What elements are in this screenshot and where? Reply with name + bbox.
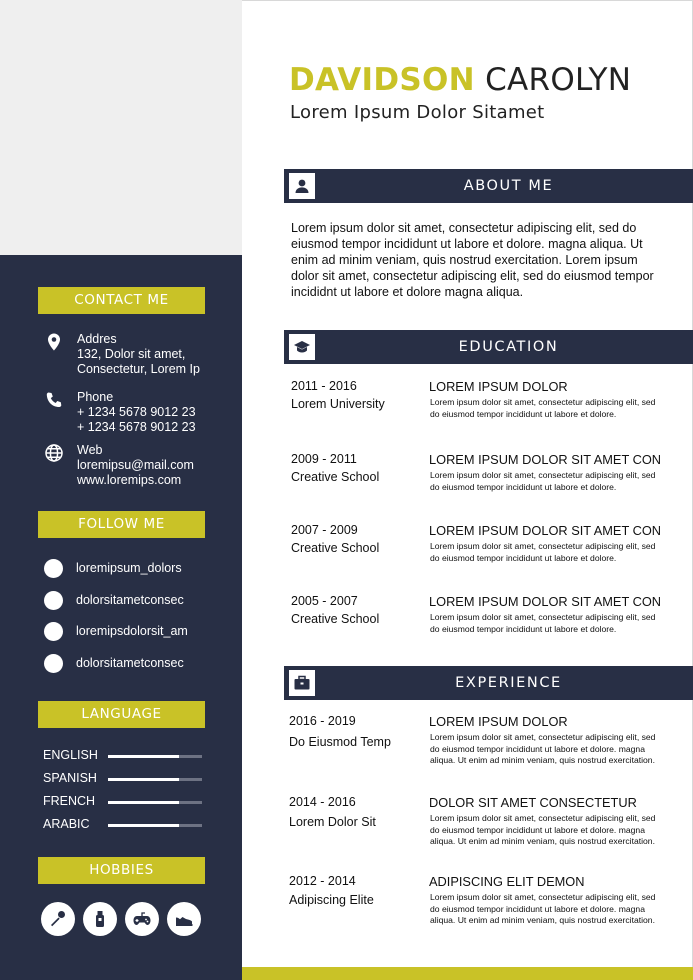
social-handle: loremipsdolorsit_am — [76, 624, 188, 638]
contact-line: + 1234 5678 9012 23 — [77, 420, 196, 434]
social-handle: loremipsum_dolors — [76, 561, 182, 575]
entry-description: Lorem ipsum dolor sit amet, consectetur adipiscing elit, sed do eiusmod tempor incididunt ut labore et dolore. — [430, 541, 656, 563]
social-dot-icon — [44, 654, 63, 673]
experience-title: EXPERIENCE — [455, 675, 562, 691]
about-title: ABOUT ME — [463, 178, 554, 194]
language-item — [0, 771, 242, 787]
entry-title: LOREM IPSUM DOLOR SIT AMET CON — [429, 452, 662, 467]
entry-years: 2009 - 2011 — [291, 452, 357, 466]
social-dot-icon — [44, 622, 63, 641]
sidebar-top-panel — [0, 0, 242, 255]
phone-icon — [44, 390, 64, 410]
language-name: SPANISH — [43, 771, 97, 785]
contact-line: 132, Dolor sit amet, — [77, 347, 186, 361]
sneaker-icon — [167, 902, 201, 936]
entry-org: Lorem Dolor Sit — [289, 815, 376, 829]
experience-heading — [284, 666, 693, 700]
social-dot-icon — [44, 559, 63, 578]
language-name: ENGLISH — [43, 748, 98, 762]
resume-subtitle: Lorem Ipsum Dolor Sitamet — [290, 102, 545, 123]
social-handle: dolorsitametconsec — [76, 656, 184, 670]
entry-org: Creative School — [291, 470, 380, 484]
email-link[interactable]: loremipsu@mail.com — [77, 458, 194, 472]
language-item — [0, 817, 242, 833]
last-name: CAROLYN — [485, 62, 632, 98]
entry-years: 2007 - 2009 — [291, 523, 358, 537]
map-pin-icon — [44, 332, 64, 352]
entry-org: Do Eiusmod Temp — [289, 735, 391, 749]
briefcase-icon — [289, 670, 315, 696]
entry-org: Creative School — [291, 541, 380, 555]
language-level-fill — [108, 755, 179, 758]
entry-org: Adipiscing Elite — [289, 893, 374, 907]
about-text: Lorem ipsum dolor sit amet, consectetur adipiscing elit, sed do eiusmod tempor incididunt ut labore et dolore. magna aliqua. Ut enim ad minim veniam, quis nostrud exercitation. Lorem ipsum dolor sit amet, consectetur adipiscing elit, sed do eiusmod tempor incididnt ut labore et dolore magna aliqua. — [291, 221, 654, 299]
entry-title: LOREM IPSUM DOLOR — [429, 714, 568, 729]
bottom-accent-bar — [242, 967, 693, 980]
entry-org: Creative School — [291, 612, 380, 626]
language-level-bar — [108, 801, 202, 804]
social-item[interactable] — [0, 654, 242, 674]
hobbies-heading: HOBBIES — [38, 857, 205, 884]
entry-years: 2005 - 2007 — [291, 594, 358, 608]
language-level-fill — [108, 824, 179, 827]
about-heading — [284, 169, 693, 203]
social-item[interactable] — [0, 622, 242, 642]
language-level-fill — [108, 778, 179, 781]
entry-title: ADIPISCING ELIT DEMON — [429, 874, 585, 889]
globe-icon — [44, 443, 64, 463]
contact-heading: CONTACT ME — [38, 287, 205, 314]
contact-label: Addres — [77, 332, 117, 346]
language-heading: LANGUAGE — [38, 701, 205, 728]
education-title: EDUCATION — [458, 339, 559, 355]
language-item — [0, 794, 242, 810]
language-level-fill — [108, 801, 179, 804]
social-item[interactable] — [0, 559, 242, 579]
user-icon — [289, 173, 315, 199]
contact-line: Consectetur, Lorem Ip — [77, 362, 200, 376]
language-level-bar — [108, 778, 202, 781]
microphone-icon — [41, 902, 75, 936]
entry-years: 2012 - 2014 — [289, 874, 356, 888]
language-level-bar — [108, 755, 202, 758]
entry-title: DOLOR SIT AMET CONSECTETUR — [429, 795, 637, 810]
entry-description: Lorem ipsum dolor sit amet, consectetur adipiscing elit, sed do eiusmod tempor incididunt ut labore et dolore. magna aliqua. Ut enim ad minim veniam, quis nostrud exercitation. — [430, 892, 656, 925]
resume-name — [289, 62, 631, 98]
entry-title: LOREM IPSUM DOLOR SIT AMET CON — [429, 523, 662, 538]
education-heading — [284, 330, 693, 364]
language-name: ARABIC — [43, 817, 90, 831]
contact-label: Web — [77, 443, 103, 457]
follow-heading: FOLLOW ME — [38, 511, 205, 538]
entry-description: Lorem ipsum dolor sit amet, consectetur adipiscing elit, sed do eiusmod tempor incididunt ut labore et dolore. magna aliqua. Ut enim ad minim veniam, quis nostrud exercitation. — [430, 732, 656, 765]
entry-description: Lorem ipsum dolor sit amet, consectetur adipiscing elit, sed do eiusmod tempor incididunt ut labore et dolore. — [430, 397, 656, 419]
entry-description: Lorem ipsum dolor sit amet, consectetur adipiscing elit, sed do eiusmod tempor incididunt ut labore et dolore. — [430, 470, 656, 492]
entry-title: LOREM IPSUM DOLOR — [429, 379, 568, 394]
gamepad-icon — [125, 902, 159, 936]
entry-description: Lorem ipsum dolor sit amet, consectetur adipiscing elit, sed do eiusmod tempor incididunt ut labore et dolore. — [430, 612, 656, 634]
language-name: FRENCH — [43, 794, 96, 808]
entry-years: 2014 - 2016 — [289, 795, 356, 809]
social-item[interactable] — [0, 591, 242, 611]
entry-years: 2011 - 2016 — [291, 379, 357, 393]
language-item — [0, 748, 242, 764]
contact-label: Phone — [77, 390, 114, 404]
graduation-cap-icon — [289, 334, 315, 360]
entry-description: Lorem ipsum dolor sit amet, consectetur adipiscing elit, sed do eiusmod tempor incididunt ut labore et dolore. magna aliqua. Ut enim ad minim veniam, quis nostrud exercitation. — [430, 813, 656, 846]
entry-title: LOREM IPSUM DOLOR SIT AMET CON — [429, 594, 662, 609]
entry-years: 2016 - 2019 — [289, 714, 356, 728]
contact-line: + 1234 5678 9012 23 — [77, 405, 196, 419]
first-name: DAVIDSON — [289, 62, 475, 98]
website-link[interactable]: www.loremips.com — [77, 473, 182, 487]
entry-org: Lorem University — [291, 397, 385, 411]
language-level-bar — [108, 824, 202, 827]
social-dot-icon — [44, 591, 63, 610]
usb-drive-icon — [83, 902, 117, 936]
social-handle: dolorsitametconsec — [76, 593, 184, 607]
